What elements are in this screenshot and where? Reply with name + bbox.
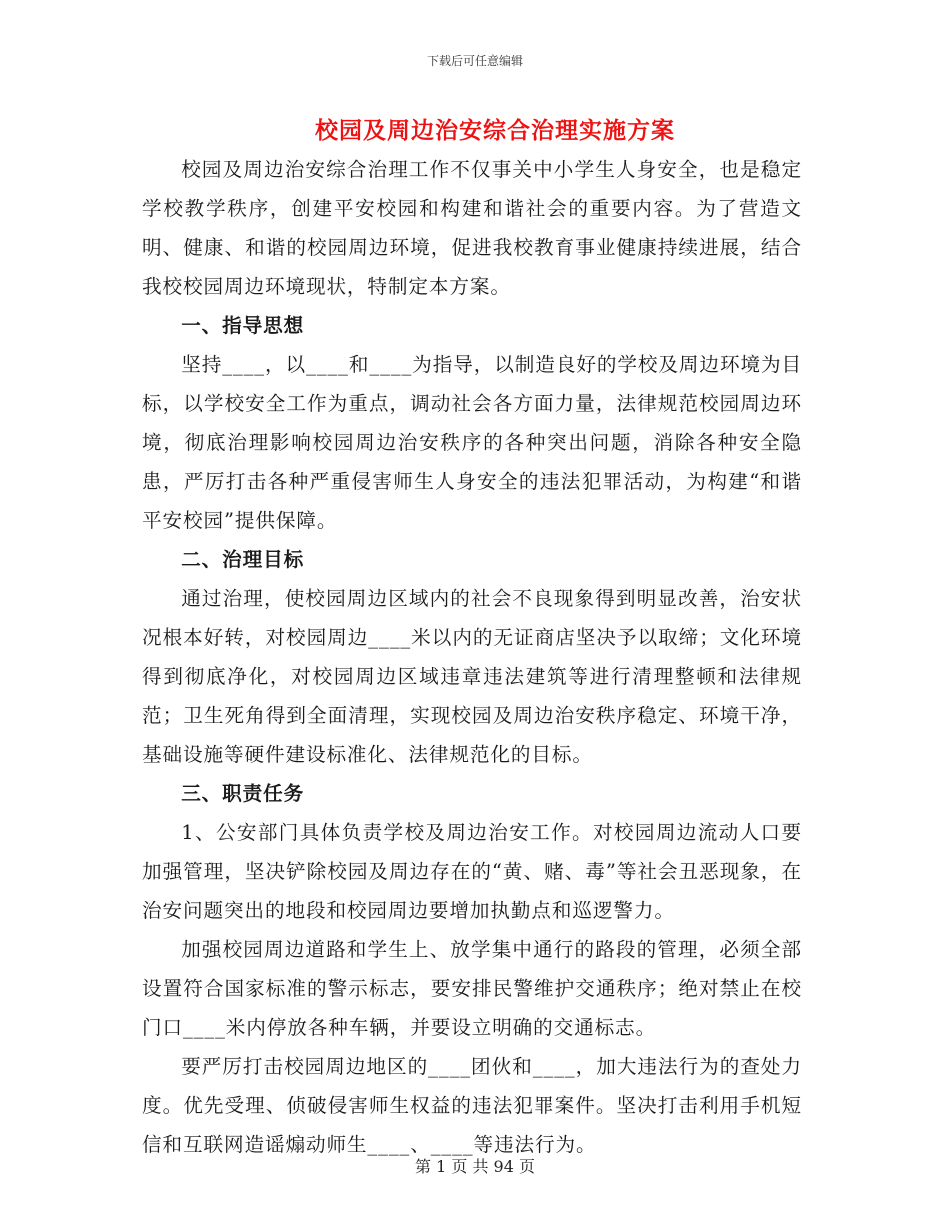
responsibilities-paragraph-2: 加强校园周边道路和学生上、放学集中通行的路段的管理，必须全部设置符合国家标准的警示标志，要安排民警维护交通秩序；绝对禁止在校门口____米内停放各种车辆，并要设立明确的交通标志。: [142, 938, 802, 1039]
intro-paragraph: 校园及周边治安综合治理工作不仅事关中小学生人身安全，也是稳定学校教学秩序，创建平安校园和构建和谐社会的重要内容。为了营造文明、健康、和谐的校园周边环境，促进我校教育事业健康持续进展，结合我校校园周边环境现状，特制定本方案。: [142, 158, 802, 298]
responsibilities-paragraph-3: 要严厉打击校园周边地区的____团伙和____，加大违法行为的查处力度。优先受理、侦破侵害师生权益的违法犯罪案件。坚决打击利用手机短信和互联网造谣煽动师生____、____等违法行为。: [142, 1055, 802, 1156]
section-heading-guiding-thought: 一、指导思想: [181, 314, 305, 337]
page-footer: 第 1 页 共 94 页: [415, 1157, 535, 1176]
guiding-thought-paragraph: 坚持____，以____和____为指导，以制造良好的学校及周边环境为目标，以学校安全工作为重点，调动社会各方面力量，法律规范校园周边环境，彻底治理影响校园周边治安秩序的各种突出问题，消除各种安全隐患，严厉打击各种严重侵害师生人身安全的违法犯罪活动，为构建“和谐平安校园”提供保障。: [142, 353, 802, 532]
document-body: [142, 150, 802, 1164]
header-note: 下载后可任意编辑: [426, 54, 523, 68]
section-heading-governance-goal: 二、治理目标: [181, 548, 305, 571]
governance-goal-paragraph: 通过治理，使校园周边区域内的社会不良现象得到明显改善，治安状况根本好转，对校园周边____米以内的无证商店坚决予以取缔；文化环境得到彻底净化，对校园周边区域违章违法建筑等进行清理整顿和法律规范；卫生死角得到全面清理，实现校园及周边治安秩序稳定、环境干净，基础设施等硬件建设标准化、法律规范化的目标。: [142, 587, 802, 766]
section-heading-responsibilities: 三、职责任务: [181, 782, 305, 805]
responsibilities-paragraph-1: 1、公安部门具体负责学校及周边治安工作。对校园周边流动人口要加强管理，坚决铲除校园及周边存在的“黄、赌、毒”等社会丑恶现象，在治安问题突出的地段和校园周边要增加执勤点和巡逻警力。: [142, 821, 802, 922]
document-title: 校园及周边治安综合治理实施方案: [315, 117, 675, 144]
